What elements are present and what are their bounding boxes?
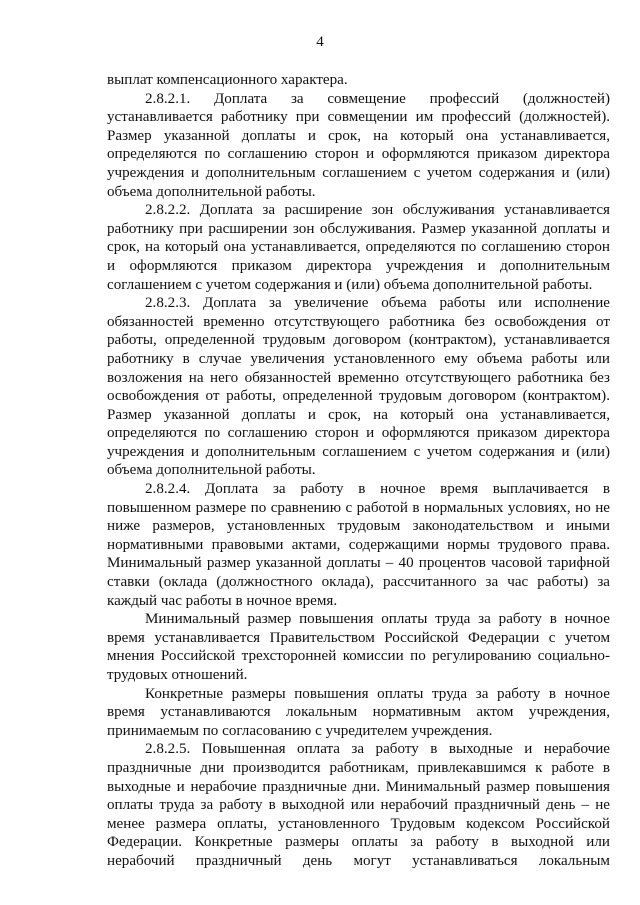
paragraph-2-8-2-3: 2.8.2.3. Доплата за увеличение объема работы или исполнение обязанностей временно отсутствующего работника без освобождения от работы, определенной трудовым договором (контрактом), устанавливается работнику в случае увеличения установленного ему объема работы или возложения на него обязанностей временно отсутствующего работника без освобождения от работы, определенной трудовым договором (контрактом). Размер указанной доплаты и срок, на который она устанавливается, определяются по соглашению сторон и оформляются приказом директора учреждения и дополнительным соглашением с учетом содержания и (или) объема дополнительной работы. [107,295,610,479]
paragraph-night-local-act: Конкретные размеры повышения оплаты труда за работу в ночное время устанавливаются локальным нормативным актом учреждения, принимаемым по согласованию с учредителем учреждения. [107,685,610,739]
document-body [107,71,610,871]
paragraph-2-8-2-4: 2.8.2.4. Доплата за работу в ночное время выплачивается в повышенном размере по сравнению с работой в нормальных условиях, но не ниже размеров, установленных трудовым законодательством и иными нормативными правовыми актами, содержащими нормы трудового права. Минимальный размер указанной доплаты – 40 процентов часовой тарифной ставки (оклада (должностного оклада), рассчитанного за час работы) за каждый час работы в ночное время. [107,481,610,609]
paragraph-2-8-2-1: 2.8.2.1. Доплата за совмещение профессий (должностей) устанавливается работнику при совмещении им профессий (должностей). Размер указанной доплаты и срок, на который она устанавливается, определяются по соглашению сторон и оформляются приказом директора учреждения и дополнительным соглашением с учетом содержания и (или) объема дополнительной работы. [107,90,610,200]
paragraph-continuation: выплат компенсационного характера. [107,72,348,88]
paragraph-2-8-2-2: 2.8.2.2. Доплата за расширение зон обслуживания устанавливается работнику при расширении зон обслуживания. Размер указанной доплаты и срок, на который она устанавливается, определяются по соглашению сторон и оформляются приказом директора учреждения и дополнительным соглашением с учетом содержания и (или) объема дополнительной работы. [107,202,610,293]
page-number: 4 [316,34,324,50]
paragraph-2-8-2-5: 2.8.2.5. Повышенная оплата за работу в выходные и нерабочие праздничные дни производится работникам, привлекавшимся к работе в выходные и нерабочие праздничные дни. Минимальный размер повышения оплаты труда за работу в выходной или нерабочий праздничный день – не менее размера оплаты, установленного Трудовым кодексом Российской Федерации. Конкретные размеры оплаты за работу в выходной или нерабочий праздничный день могут устанавливаться локальным [107,741,610,869]
paragraph-night-minimum: Минимальный размер повышения оплаты труда за работу в ночное время устанавливается Правительством Российской Федерации с учетом мнения Российской трехсторонней комиссии по регулированию социально-трудовых отношений. [107,611,610,683]
